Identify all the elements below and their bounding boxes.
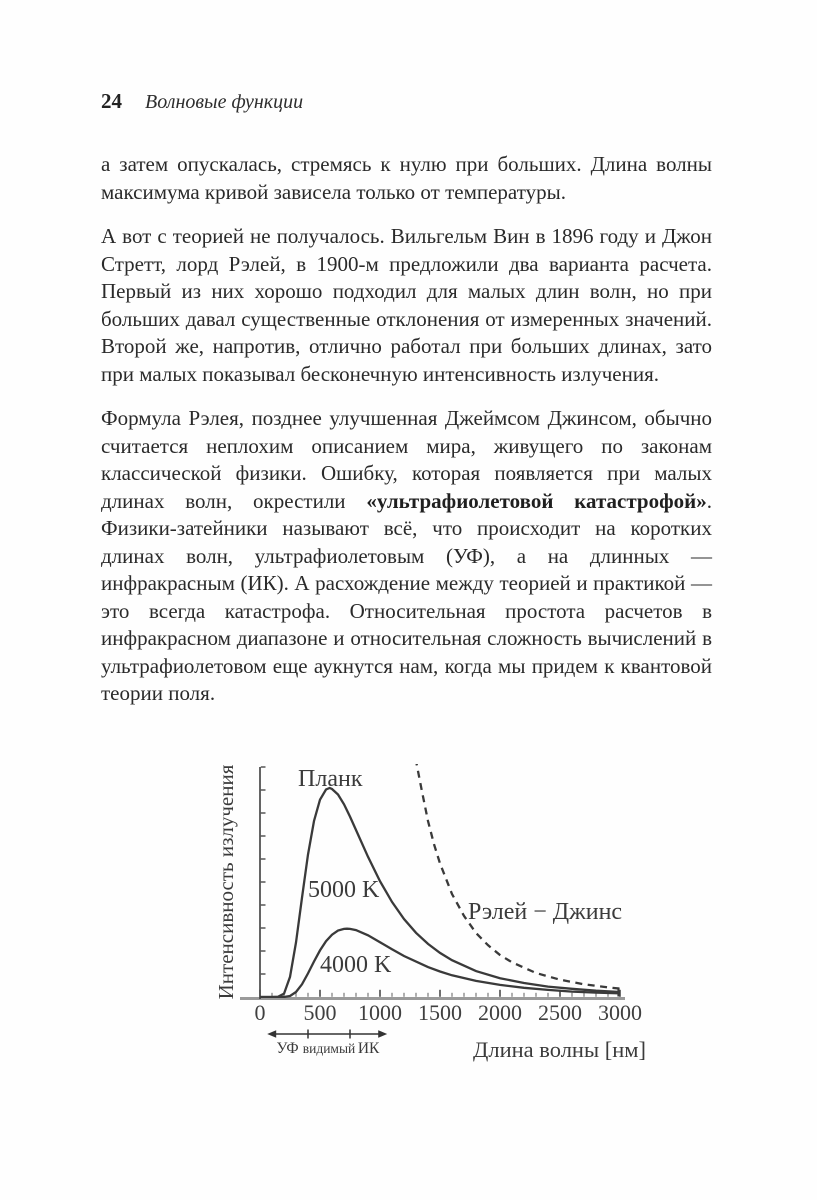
y-axis-title: Интенсивность излучения — [214, 764, 238, 1000]
paragraph-3 — [101, 405, 712, 708]
page-header — [101, 89, 303, 114]
spectrum-band-label-2: ИК — [357, 1040, 380, 1057]
paragraph-2 — [101, 223, 712, 388]
x-tick-label: 1000 — [358, 1000, 402, 1025]
x-tick-label: 500 — [303, 1000, 337, 1025]
text-run: . Физики-затейники называют всё, что происходит на коротких длинах волн, ультрафиолетовым (УФ), а на длинных — инфракрасным (ИК). А расхождение между теорией и практикой — это всегда катастрофа. Относительная простота расчетов в инфракрасном диапазоне и относительная сложность вычислений в ультрафиолетовом еще аукнутся нам, когда мы придем к квантовой теории поля. — [101, 488, 712, 705]
x-tick-label: 2000 — [478, 1000, 522, 1025]
spectrum-band-label-1: видимый — [302, 1041, 356, 1056]
x-tick-label: 0 — [254, 1000, 266, 1025]
x-tick-label: 2500 — [538, 1000, 582, 1025]
running-title: Волновые функции — [145, 91, 304, 113]
page-number: 24 — [101, 89, 122, 113]
spectrum-band-label-0: УФ — [276, 1040, 299, 1057]
spectrum-range-arrow — [267, 1030, 387, 1058]
text-run: а затем опускалась, стремясь к нулю при больших. Длина волны максимума кривой зависела только от температуры. — [101, 152, 712, 204]
bold-text-run: «ультрафиолетовой катастрофой» — [366, 488, 707, 513]
label-rayleigh-jeans: Рэлей − Джинс — [467, 899, 623, 926]
x-tick-label: 1500 — [418, 1000, 462, 1025]
x-tick-label: 3000 — [598, 1000, 642, 1025]
blackbody-spectrum-chart — [185, 748, 655, 1078]
curve-rayleigh-jeans — [404, 748, 623, 989]
left-arrowhead-icon — [267, 1030, 276, 1038]
body-text — [101, 151, 712, 725]
blackbody-spectrum-figure — [185, 748, 655, 1078]
label-4000k: 4000 K — [320, 951, 392, 978]
curve-planck-4000k — [260, 929, 620, 997]
right-arrowhead-icon — [378, 1030, 387, 1038]
paragraph-1 — [101, 151, 712, 206]
x-axis-title: Длина волны [нм] — [473, 1037, 646, 1062]
text-run: А вот с теорией не получалось. Вильгельм Вин в 1896 году и Джон Стретт, лорд Рэлей, в 1900-м предложили два варианта расчета. Первый из них хорошо подходил для малых длин волн, но при больших давал существенные отклонения от измеренных значений. Второй же, напротив, отлично работал при больших длинах, зато при малых показывал бесконечную интенсивность излучения. — [101, 224, 712, 386]
label-planck: Планк — [298, 765, 363, 792]
label-5000k: 5000 K — [308, 877, 380, 904]
text-run: Формула Рэлея, позднее улучшенная Джеймсом Джинсом, обычно считается неплохим описанием мира, живущего по законам классической физики. Ошибку, которая появляется при малых длинах волн, окрестили — [101, 406, 712, 513]
